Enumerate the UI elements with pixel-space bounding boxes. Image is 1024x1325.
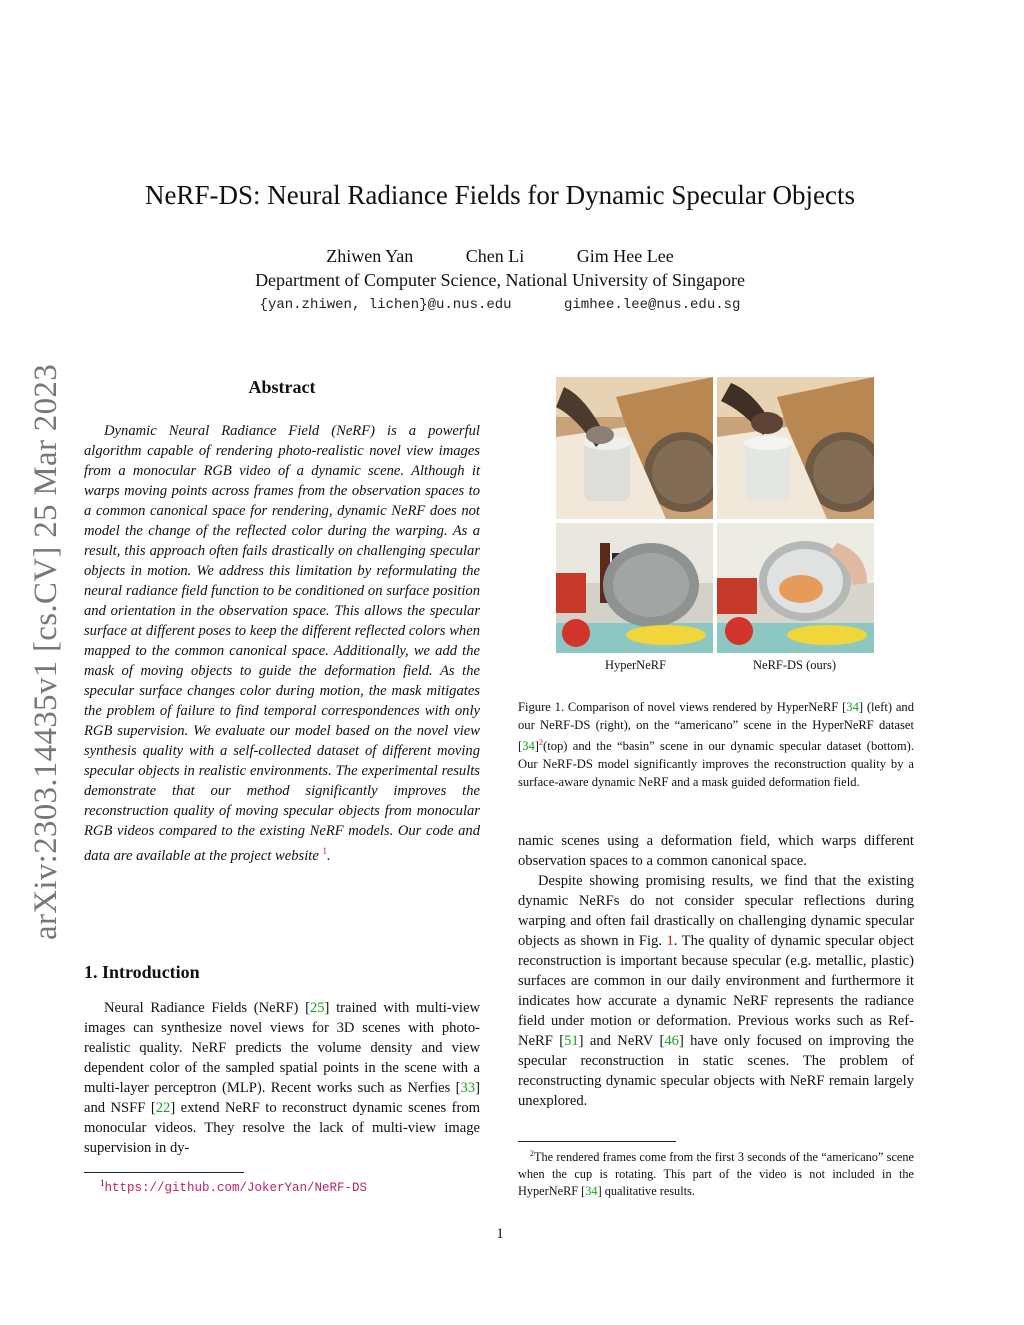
footnote-text: ] qualitative results.: [597, 1184, 695, 1199]
email: {yan.zhiwen, lichen}@u.nus.edu: [259, 297, 512, 313]
abstract-heading: Abstract: [248, 377, 316, 397]
paragraph: namic scenes using a deformation field, which warps different observation spaces to a common canonical space.: [518, 833, 914, 869]
americano-nerfds-image: [717, 377, 874, 519]
intro-text: ] extend NeRF to reconstruct dynamic scenes from monocular videos. They resolve the lack of multi-view image supervision in dy-: [84, 1100, 480, 1156]
figure-caption: [518, 698, 914, 791]
footnote-2: [518, 1145, 914, 1200]
column-label: HyperNeRF: [604, 658, 667, 672]
caption-text: ] (left) and our NeRF-DS (right), on the “americano” scene in the HyperNeRF dataset [: [518, 700, 915, 754]
project-url-link[interactable]: https://github.com/JokerYan/NeRF-DS: [104, 1181, 368, 1196]
footnote-mark: 2: [530, 1149, 534, 1158]
author-name: Gim Hee Lee: [576, 246, 674, 266]
figure-panel-hypernerf-americano: [556, 377, 713, 519]
footnote-text: The rendered frames come from the first 3 seconds of the “americano” scene when the cup is rotating. This part of the video is not included in the HyperNeRF [: [518, 1150, 914, 1199]
author-list: [0, 246, 1000, 267]
introduction-paragraph: [84, 998, 480, 1158]
email-list: [0, 297, 1000, 313]
citation-link[interactable]: 22: [155, 1100, 171, 1116]
footnote-divider: [84, 1172, 244, 1173]
footnote-1: [100, 1178, 367, 1195]
intro-text: Neural Radiance Fields (NeRF) [: [104, 1000, 310, 1016]
figure-1-grid: [556, 377, 874, 653]
email: gimhee.lee@nus.edu.sg: [564, 297, 741, 313]
citation-link[interactable]: 46: [664, 1033, 679, 1049]
paragraph: [518, 871, 914, 1111]
abstract-text: [84, 421, 480, 866]
citation-link[interactable]: 34: [846, 700, 859, 714]
body-text: ] and NeRV [: [578, 1033, 665, 1049]
footnote-mark: 1: [100, 1178, 105, 1188]
footnote-ref[interactable]: 2: [539, 738, 543, 747]
footnote-ref[interactable]: 1: [322, 846, 327, 856]
abstract-body: Dynamic Neural Radiance Field (NeRF) is a powerful algorithm capable of rendering photo-realistic novel view images from a monocular RGB video of a dynamic scene. Although it warps moving points across frames from the observation spaces to a common canonical space for rendering, dynamic NeRF does not model the change of the reflected color during the warping. As a result, this approach often fails drastically on challenging specular objects in motion. We address this limitation by reformulating the neural radiance field function to be conditioned on surface position and orientation in the observation space. This allows the specular surface at different poses to keep the different reflected colors when mapped to the common canonical space. Additionally, we add the mask of moving objects to guide the deformation field. As the specular surface changes color during motion, the mask mitigates the problem of failure to find temporal correspondences with only RGB supervision. We evaluate our model based on the novel view synthesis quality with a self-collected dataset of different moving specular objects in realistic environments. The experimental results demonstrate that our method significantly improves the reconstruction quality of moving specular objects from monocular RGB videos compared to the existing NeRF models. Our code and data are available at the project website: [84, 423, 480, 864]
section-heading-introduction: 1. Introduction: [84, 962, 200, 982]
body-text: . The quality of dynamic specular object reconstruction is important because specular (e.g. metallic, plastic) surfaces are common in our daily environment and furthermore it indicates how accurate a dynamic NeRF represents the radiance field under motion or deformation. Previous works such as Ref-NeRF [: [518, 933, 914, 1049]
right-column-text: [518, 831, 914, 1111]
arxiv-watermark: arXiv:2303.14435v1 [cs.CV] 25 Mar 2023: [28, 364, 64, 940]
caption-text: ]: [534, 739, 539, 754]
body-text: ] have only focused on improving the specular reconstruction in static scenes. The problem of reconstructing dynamic specular objects with NeRF remain largely unexplored.: [518, 1033, 914, 1109]
intro-text: ] and NSFF [: [84, 1080, 480, 1116]
column-label: NeRF-DS (ours): [753, 658, 836, 672]
caption-text: (top) and the “basin” scene in our dynamic specular dataset (bottom). Our NeRF-DS model significantly improves the reconstruction quality by a surface-aware dynamic NeRF and a mask guided deformation field.: [518, 739, 914, 790]
author-name: Chen Li: [465, 246, 525, 266]
basin-hypernerf-image: [556, 523, 713, 653]
paper-title: NeRF-DS: Neural Radiance Fields for Dynamic Specular Objects: [144, 180, 856, 210]
caption-text: Figure 1. Comparison of novel views rendered by HyperNeRF [: [518, 700, 847, 714]
figure-panel-nerfds-americano: [717, 377, 874, 519]
author-name: Zhiwen Yan: [326, 246, 414, 266]
figure-ref-link[interactable]: 1: [666, 933, 674, 949]
figure-panel-hypernerf-basin: [556, 523, 713, 653]
citation-link[interactable]: 51: [564, 1033, 579, 1049]
page-number: 1: [496, 1226, 504, 1242]
basin-nerfds-image: [717, 523, 874, 653]
figure-panel-nerfds-basin: [717, 523, 874, 653]
body-text: Despite showing promising results, we find that the existing dynamic NeRFs do not consider specular reflections during warping and often fail drastically on challenging dynamic specular objects as shown in Fig.: [518, 873, 914, 949]
abstract-end: .: [326, 847, 331, 864]
intro-text: ] trained with multi-view images can synthesize novel views for 3D scenes with photo-realistic quality. NeRF predicts the volume density and view dependent color of the sampled spatial points in the scene with a multi-layer perceptron (MLP). Recent works such as Nerfies [: [84, 1000, 481, 1096]
citation-link[interactable]: 33: [460, 1080, 476, 1096]
affiliation: Department of Computer Science, National University of Singapore: [255, 270, 745, 290]
citation-link[interactable]: 34: [585, 1184, 598, 1199]
footnote-divider: [518, 1141, 676, 1142]
citation-link[interactable]: 25: [309, 1000, 325, 1016]
citation-link[interactable]: 34: [522, 739, 535, 754]
americano-hypernerf-image: [556, 377, 713, 519]
